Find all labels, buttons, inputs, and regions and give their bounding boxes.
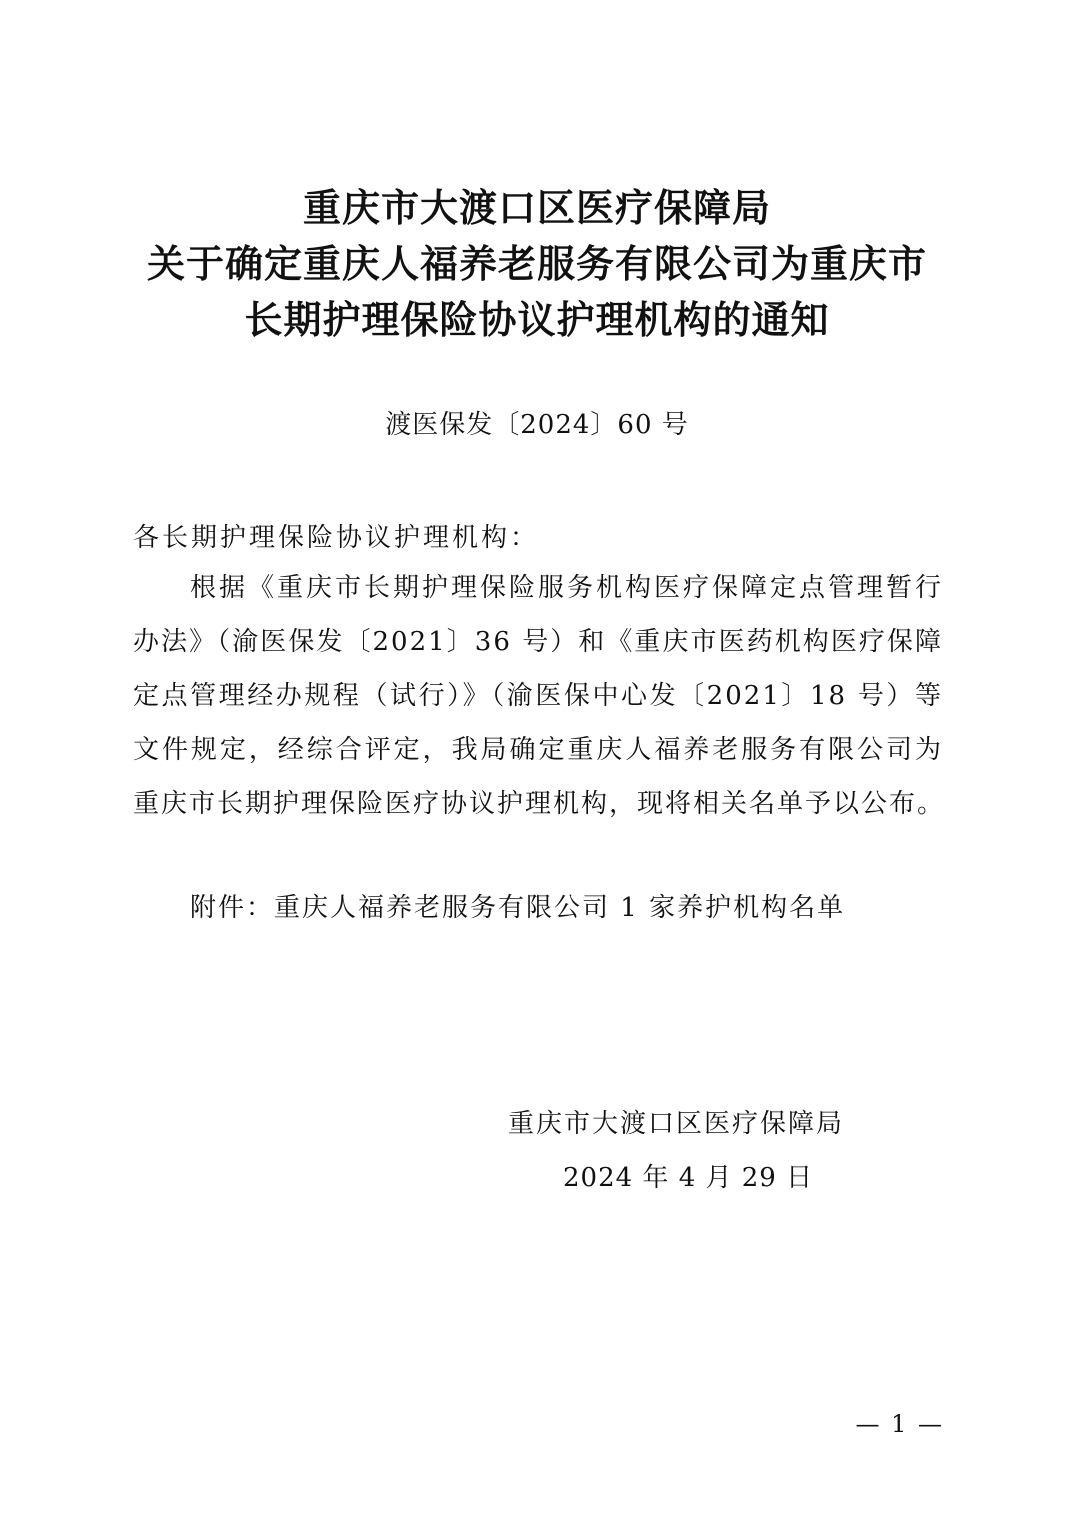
title-line-2: 关于确定重庆人福养老服务有限公司为重庆市: [146, 242, 927, 286]
attachment-note: 附件：重庆人福养老服务有限公司 1 家养护机构名单: [190, 893, 846, 923]
title-line-1: 重庆市大渡口区医疗保障局: [302, 186, 771, 230]
page-number: — 1 —: [855, 1410, 944, 1438]
body-line-4: 文件规定，经综合评定，我局确定重庆人福养老服务有限公司为: [133, 735, 943, 765]
body-line-5: 重庆市长期护理保险医疗协议护理机构，现将相关名单予以公布。: [133, 789, 946, 819]
salutation: 各长期护理保险协议护理机构：: [133, 523, 540, 553]
title-line-3: 长期护理保险协议护理机构的通知: [244, 298, 830, 342]
document-number: 渡医保发〔2024〕60 号: [385, 410, 689, 440]
body-line-1: 根据《重庆市长期护理保险服务机构医疗保障定点管理暂行: [190, 573, 943, 603]
issue-date: 2024 年 4 月 29 日: [563, 1163, 814, 1193]
body-line-3: 定点管理经办规程（试行）》（渝医保中心发〔2021〕18 号）等: [133, 681, 943, 711]
issuer-signature: 重庆市大渡口区医疗保障局: [508, 1109, 845, 1139]
body-line-2: 办法》（渝医保发〔2021〕36 号）和《重庆市医药机构医疗保障: [133, 627, 943, 657]
